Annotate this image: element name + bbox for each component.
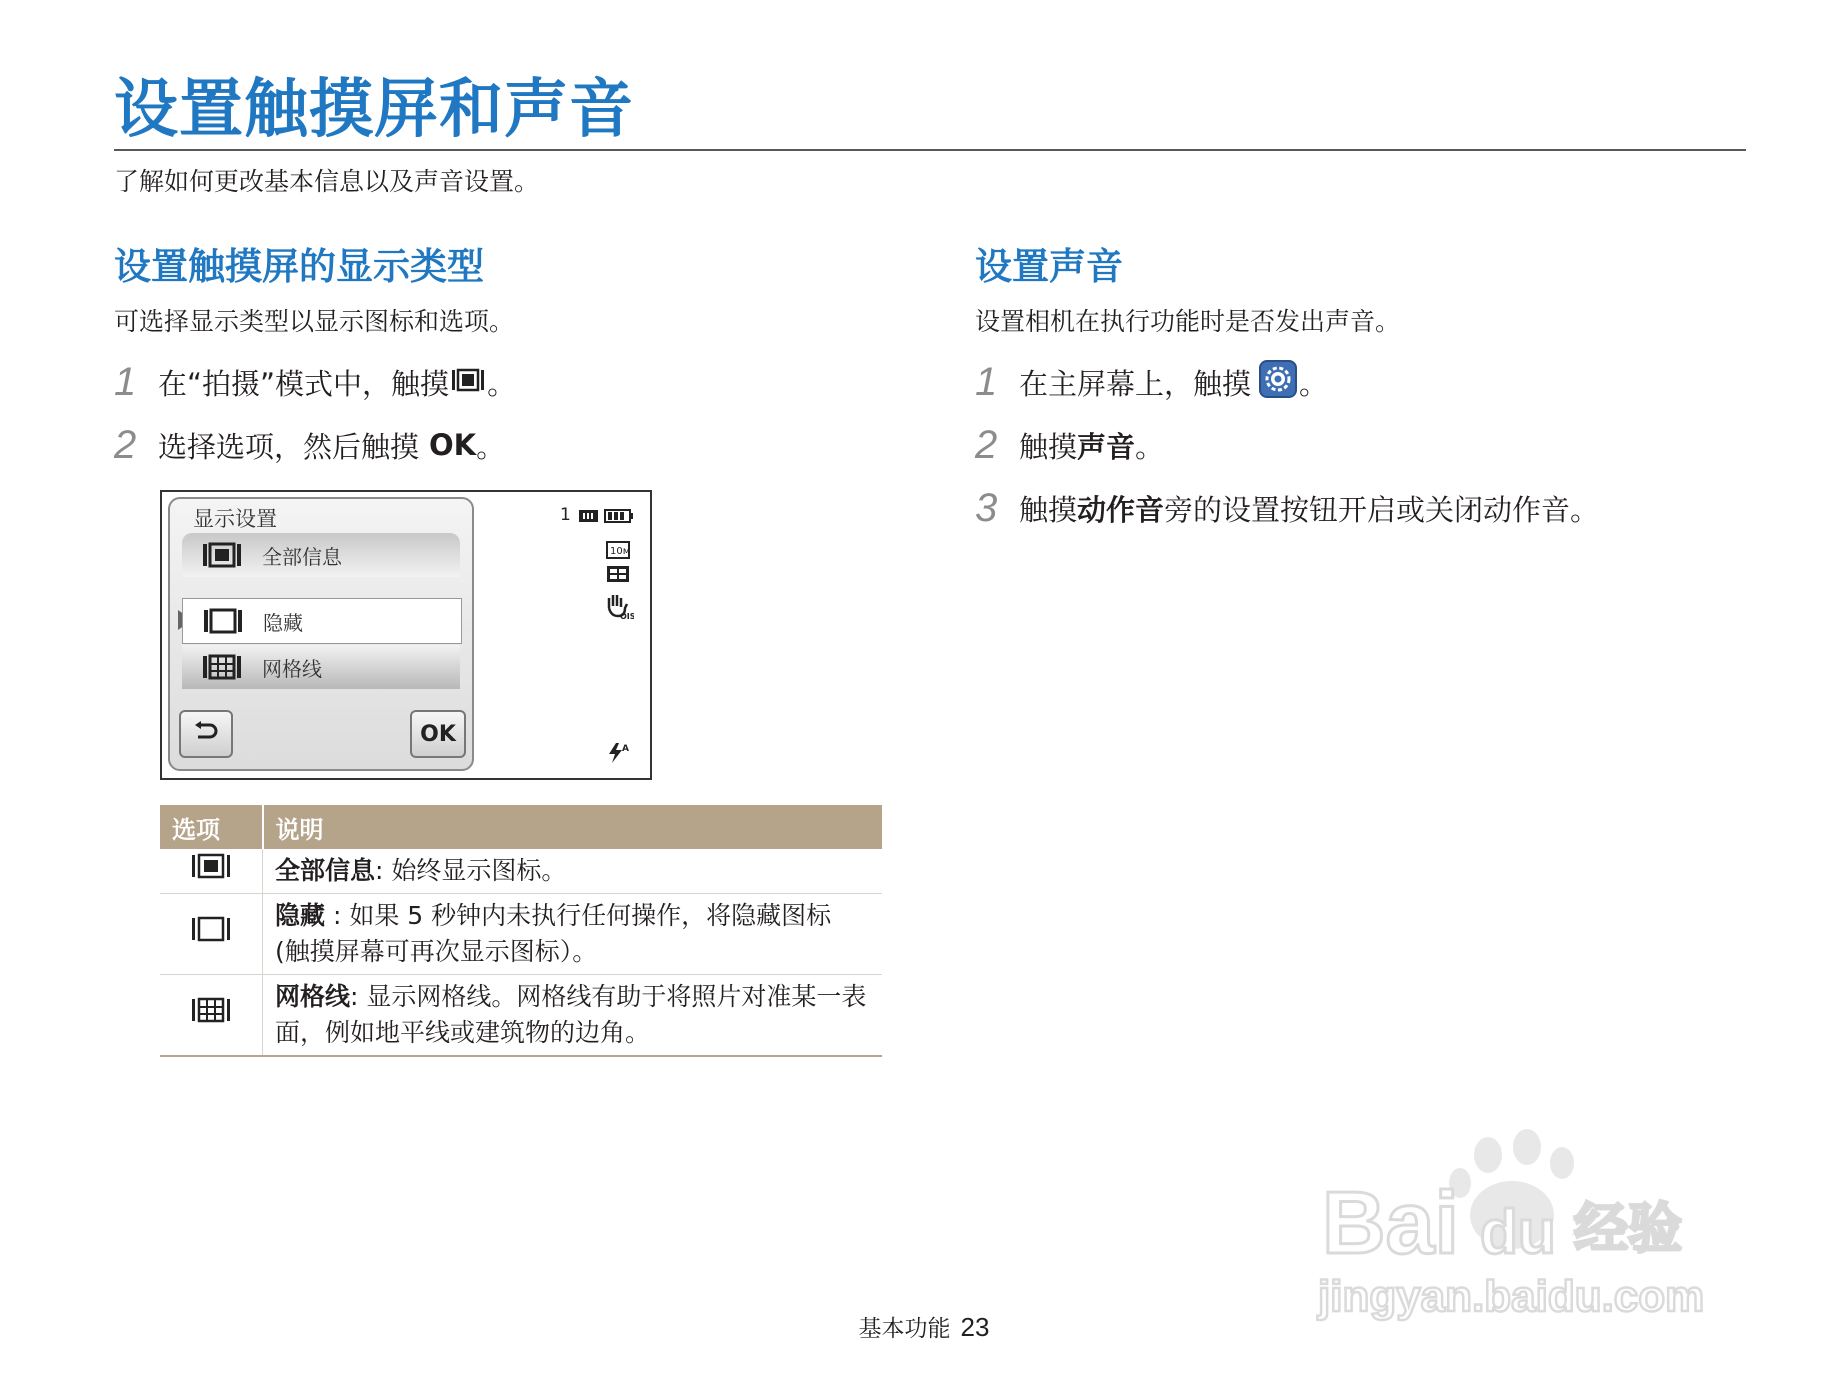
table-header-description: 说明 [263,805,883,849]
left-section-desc: 可选择显示类型以显示图标和选项。 [114,307,515,336]
right-step-2 [975,421,1164,469]
option-separator: : [375,856,384,885]
table-icon-cell [160,849,263,894]
footer-section: 基本功能 [858,1316,951,1342]
title-divider [114,149,1746,151]
table-row [160,894,882,975]
table-row [160,849,882,894]
camera-menu-item-full[interactable] [182,533,460,577]
table-description-cell [263,849,883,894]
svg-text:Bai: Bai [1322,1173,1459,1272]
step-tail: 。 [1299,366,1329,401]
svg-text:经验: 经验 [1574,1197,1682,1260]
option-separator: : [350,982,359,1011]
camera-menu-item-grid[interactable] [182,645,460,689]
left-step-1 [114,358,516,406]
page-number: 23 [960,1312,990,1342]
page-subtitle: 了解如何更改基本信息以及声音设置。 [114,167,540,196]
ois-icon [604,590,634,624]
step-text: 在主屏幕上，触摸 [1019,366,1252,401]
step-text: 在“拍摄”模式中，触摸 [158,366,450,401]
svg-text:OIS: OIS [620,612,634,620]
option-term: 隐藏 [275,901,326,930]
resolution-10m-icon [606,541,630,563]
svg-text:10м: 10м [610,546,630,557]
table-header-option: 选项 [160,805,263,849]
right-section-desc: 设置相机在执行功能时是否发出声音。 [975,307,1401,336]
right-step-1 [975,358,1328,406]
step-bold: 动作音 [1077,492,1165,527]
display-hide-icon [183,608,263,634]
shots-remaining: 1 [560,505,571,525]
table-icon-cell [160,975,263,1057]
battery-icon [604,508,634,528]
step-number: 2 [975,422,998,467]
step-text: 选择选项，然后触摸 [158,429,420,464]
display-grid-icon [191,1000,231,1029]
option-text: 如果 5 秒钟内未执行任何操作，将隐藏图标(触摸屏幕可再次显示图标）。 [275,901,832,966]
step-text: 触摸 [1019,492,1078,527]
display-full-icon [451,365,485,399]
camera-ok-button[interactable]: OK [410,710,466,758]
step-tail: 旁的设置按钮开启或关闭动作音。 [1164,492,1600,527]
svg-text:jingyan.baidu.com: jingyan.baidu.com [1318,1272,1705,1321]
option-text: 显示网格线。网格线有助于将照片对准某一表面，例如地平线或建筑物的边角。 [275,982,867,1047]
page-title: 设置触摸屏和声音 [114,73,634,147]
step-number: 1 [975,359,998,404]
step-number: 3 [975,485,998,530]
option-term: 网格线 [275,982,351,1011]
step-number: 2 [114,422,137,467]
table-header-row [160,805,882,849]
settings-gear-icon [1259,360,1297,405]
display-full-icon [182,542,262,568]
right-section-title: 设置声音 [975,245,1123,288]
display-full-icon [191,856,231,885]
table-description-cell [263,894,883,975]
left-section-title: 设置触摸屏的显示类型 [114,245,484,288]
display-hide-icon [191,919,231,948]
step-tail: 。 [1135,429,1165,464]
option-text: 始终显示图标。 [391,856,567,885]
svg-text:du: du [1480,1198,1556,1267]
table-row [160,975,882,1057]
table-icon-cell [160,894,263,975]
step-tail: 。 [487,366,517,401]
option-separator: : [325,901,342,930]
right-step-3 [975,484,1599,532]
camera-menu-item-label: 隐藏 [263,610,303,635]
step-text: 触摸 [1019,429,1078,464]
camera-menu-item-label: 网格线 [262,656,322,681]
table-description-cell [263,975,883,1057]
display-grid-icon [182,654,262,680]
options-table [160,805,882,1057]
step-bold: 声音 [1077,429,1136,464]
step-number: 1 [114,359,137,404]
back-arrow-icon [192,720,220,748]
memory-card-icon [578,508,600,528]
option-term: 全部信息 [275,856,376,885]
camera-menu-title: 显示设置 [193,507,277,531]
camera-menu-item-hide[interactable] [182,598,462,644]
svg-text:A: A [622,744,629,754]
camera-back-button[interactable] [179,710,233,758]
camera-menu-item-label: 全部信息 [262,544,342,569]
metering-icon [606,565,630,587]
flash-auto-icon [606,742,632,768]
baidu-watermark-logo [1312,1125,1752,1325]
step-bold: OK [429,428,477,462]
left-step-2 [114,421,505,469]
step-tail: 。 [476,429,506,464]
